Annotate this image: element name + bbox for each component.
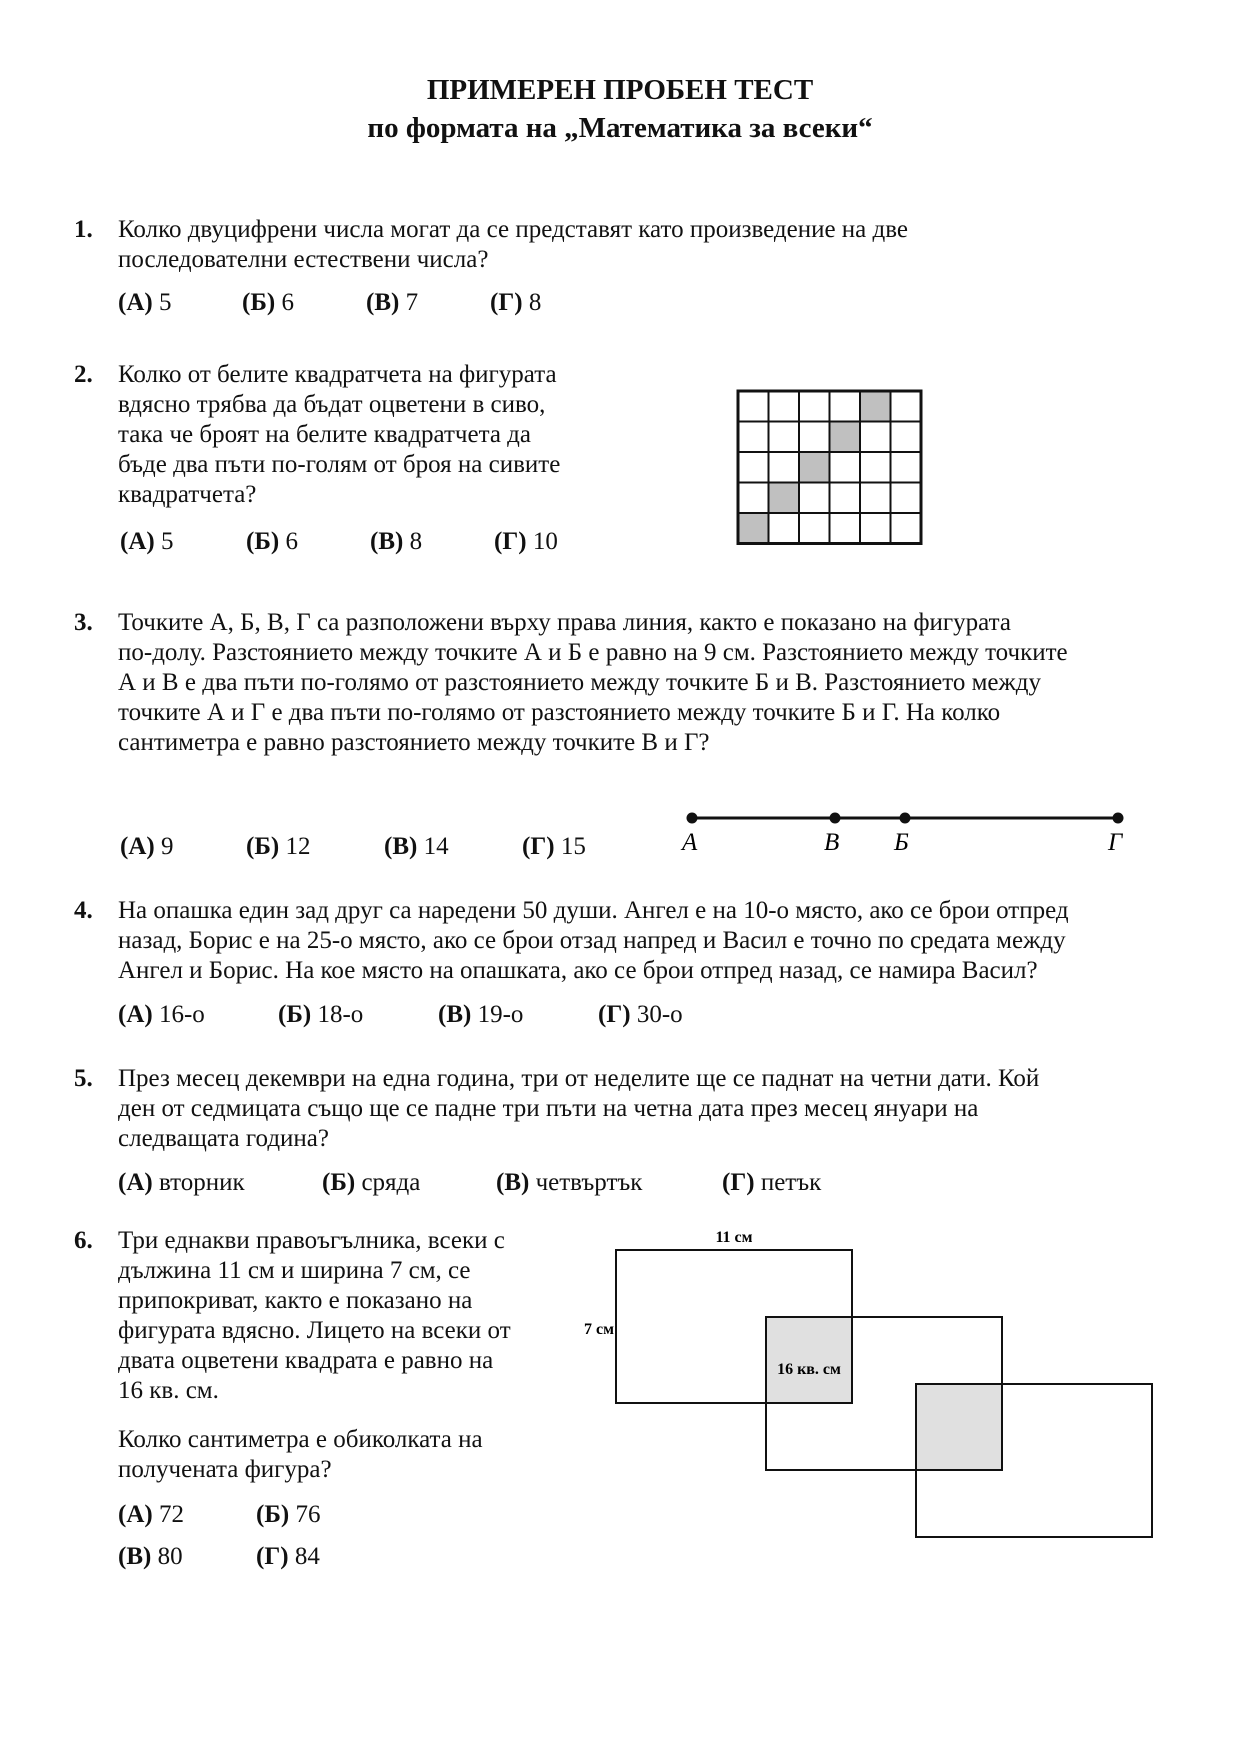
question-1-text: [118, 215, 908, 275]
answer-label: (А): [118, 1501, 153, 1528]
question-5-answer-b[interactable]: [322, 1168, 420, 1198]
question-2-line: Колко от белите квадратчета на фигурата: [118, 361, 557, 388]
answer-label: (Б): [256, 1501, 290, 1528]
grid-cell: [830, 391, 861, 422]
point-v-label: В: [824, 829, 840, 856]
grid-cell: [891, 513, 922, 544]
answer-value: 8: [409, 528, 423, 555]
question-5-answer-c[interactable]: [496, 1168, 642, 1198]
width-label: 7 см: [584, 1321, 614, 1338]
square-grid-figure: [736, 389, 926, 545]
question-1-line: последователни естествени числа?: [118, 246, 489, 273]
question-2-text: [118, 360, 560, 510]
question-3-answer-b[interactable]: [246, 832, 310, 862]
answer-value: 72: [158, 1501, 184, 1528]
grid-cell: [891, 391, 922, 422]
answer-label: (Г): [522, 833, 555, 860]
question-6-answer-d[interactable]: [256, 1542, 320, 1572]
question-2-line: бъде два пъти по-голям от броя на сивите: [118, 451, 561, 478]
question-4-number: 4.: [74, 897, 93, 924]
grid-cell: [830, 513, 861, 544]
grid-cell: [891, 422, 922, 453]
question-1-answer-a[interactable]: [118, 288, 171, 318]
question-3-line: Точките А, Б, В, Г са разположени върху права линия, както е показано на фигурата: [118, 609, 1011, 636]
question-6-prompt-line: получената фигура?: [118, 1456, 332, 1483]
question-4-line: назад, Борис е на 25-о място, ако се брои отзад напред и Васил е точно по средата между: [118, 927, 1066, 954]
answer-value: 8: [528, 289, 542, 316]
question-4-answer-b[interactable]: [278, 1000, 363, 1030]
question-6-line: припокриват, както е показано на: [118, 1287, 473, 1314]
grid-cell: [860, 422, 891, 453]
question-6-prompt-line: Колко сантиметра е обиколката на: [118, 1426, 483, 1453]
question-6-answer-b[interactable]: [256, 1500, 320, 1530]
point-b-label: Б: [894, 829, 909, 856]
question-6-text: [118, 1226, 511, 1406]
question-4-answer-d[interactable]: [598, 1000, 683, 1030]
question-1-answer-d[interactable]: [490, 288, 541, 318]
answer-value: 6: [285, 528, 298, 555]
question-5-number: 5.: [74, 1065, 93, 1092]
question-6-line: Три еднакви правоъгълника, всеки с: [118, 1227, 505, 1254]
answer-value: вторник: [158, 1169, 245, 1196]
question-6-line: фигурата вдясно. Лицето на всеки от: [118, 1317, 511, 1344]
grid-cell-shaded: [769, 483, 800, 514]
answer-value: 15: [560, 833, 586, 860]
grid-cell-shaded: [860, 391, 891, 422]
grid-cell: [738, 391, 769, 422]
grid-cell-shaded: [799, 452, 830, 483]
question-5-line: ден от седмицата също ще се падне три пъти на четна дата през месец януари на: [118, 1095, 979, 1122]
grid-cell: [860, 513, 891, 544]
answer-label: (Г): [722, 1169, 755, 1196]
answer-value: четвъртък: [535, 1169, 643, 1196]
answer-label: (Г): [490, 289, 523, 316]
grid-cell: [799, 391, 830, 422]
grid-cell: [830, 483, 861, 514]
question-2-answer-a[interactable]: [120, 527, 173, 557]
question-4-answer-a[interactable]: [118, 1000, 205, 1030]
answer-value: 18-о: [317, 1001, 364, 1028]
answer-label: (В): [384, 833, 418, 860]
answer-label: (Г): [598, 1001, 631, 1028]
question-1-number: 1.: [74, 216, 93, 243]
question-5-text: [118, 1064, 1039, 1154]
answer-label: (Б): [246, 833, 280, 860]
grid-cell: [799, 513, 830, 544]
answer-label: (А): [118, 1169, 153, 1196]
question-6-line: двата оцветени квадрата е равно на: [118, 1347, 494, 1374]
overlapping-rectangles-figure: [570, 1225, 1170, 1545]
question-2-line: така че броят на белите квадратчета да: [118, 421, 531, 448]
grid-cell: [799, 483, 830, 514]
length-label: 11 см: [715, 1229, 753, 1246]
question-3-answer-a[interactable]: [120, 832, 173, 862]
question-5-answer-d[interactable]: [722, 1168, 821, 1198]
answer-value: 6: [281, 289, 294, 316]
answer-label: (Б): [242, 289, 276, 316]
answer-label: (Б): [278, 1001, 312, 1028]
question-5-line: следващата година?: [118, 1125, 329, 1152]
question-3-line: точките А и Г е два пъти по-голямо от разстоянието между точките Б и Г. На колко: [118, 699, 1001, 726]
grid-cell: [769, 391, 800, 422]
question-2-line: квадратчета?: [118, 481, 257, 508]
question-3-number: 3.: [74, 609, 93, 636]
answer-value: 76: [295, 1501, 321, 1528]
answer-value: 19-о: [477, 1001, 524, 1028]
question-5-answer-a[interactable]: [118, 1168, 245, 1198]
question-2-line: вдясно трябва да бъдат оцветени в сиво,: [118, 391, 546, 418]
question-4-text: [118, 896, 1069, 986]
shaded-square-1: [766, 1317, 852, 1403]
question-4-line: Ангел и Борис. На кое място на опашката, ако се брои отпред назад, се намира Васил?: [118, 957, 1038, 984]
answer-value: петък: [760, 1169, 822, 1196]
answer-value: 16-о: [158, 1001, 205, 1028]
question-6-answer-a[interactable]: [118, 1500, 184, 1530]
answer-label: (В): [438, 1001, 472, 1028]
answer-value: 9: [160, 833, 174, 860]
answer-value: 14: [423, 833, 449, 860]
question-3-answer-c[interactable]: [384, 832, 449, 862]
question-1-line: Колко двуцифрени числа могат да се представят като произведение на две: [118, 216, 908, 243]
answer-label: (В): [118, 1543, 152, 1570]
answer-label: (В): [496, 1169, 530, 1196]
grid-cell: [799, 422, 830, 453]
grid-cell: [860, 452, 891, 483]
grid-cell: [738, 452, 769, 483]
answer-value: 12: [285, 833, 311, 860]
answer-value: 7: [405, 289, 419, 316]
answer-label: (Б): [322, 1169, 356, 1196]
title-line-2: по формата на „Математика за всеки“: [367, 112, 873, 144]
question-6-prompt: [118, 1425, 483, 1485]
title-line-1: ПРИМЕРЕН ПРОБЕН ТЕСТ: [426, 74, 814, 106]
grid-cell: [769, 513, 800, 544]
grid-cell-shaded: [738, 513, 769, 544]
grid-cell: [891, 483, 922, 514]
grid-cell: [769, 422, 800, 453]
answer-value: 80: [157, 1543, 183, 1570]
question-3-line: по-долу. Разстоянието между точките А и Б е равно на 9 см. Разстоянието между точките: [118, 639, 1068, 666]
answer-label: (А): [118, 289, 153, 316]
point-v-dot: [830, 813, 841, 824]
question-3-line: сантиметра е равно разстоянието между точките В и Г?: [118, 729, 710, 756]
point-a-label: А: [682, 829, 698, 856]
question-2-answer-c[interactable]: [370, 527, 422, 557]
answer-value: 10: [532, 528, 558, 555]
answer-value: 30-о: [636, 1001, 683, 1028]
number-line-figure: [672, 800, 1132, 860]
question-5-line: През месец декември на една година, три от неделите ще се паднат на четни дати. Кой: [118, 1065, 1040, 1092]
answer-label: (Б): [246, 528, 280, 555]
shaded-square-2: [916, 1384, 1002, 1470]
question-4-line: На опашка един зад друг са наредени 50 души. Ангел е на 10-о място, ако се брои отпред: [118, 897, 1069, 924]
answer-label: (А): [118, 1001, 153, 1028]
area-label: 16 кв. см: [777, 1361, 841, 1378]
point-g-label: Г: [1108, 829, 1123, 856]
question-6-line: 16 кв. см.: [118, 1377, 219, 1404]
grid-cell: [769, 452, 800, 483]
grid-cell: [830, 452, 861, 483]
point-a-dot: [687, 813, 698, 824]
answer-label: (В): [366, 289, 400, 316]
question-2-number: 2.: [74, 361, 93, 388]
question-1-answer-b[interactable]: [242, 288, 294, 318]
grid-cell: [891, 452, 922, 483]
grid-cell: [738, 422, 769, 453]
question-4-answer-c[interactable]: [438, 1000, 523, 1030]
question-6-answer-c[interactable]: [118, 1542, 183, 1572]
answer-value: 5: [160, 528, 174, 555]
question-3-line: А и В е два пъти по-голямо от разстоянието между точките Б и В. Разстоянието между: [118, 669, 1041, 696]
answer-value: 84: [294, 1543, 320, 1570]
question-3-answer-d[interactable]: [522, 832, 586, 862]
question-2-answer-d[interactable]: [494, 527, 558, 557]
answer-label: (Г): [256, 1543, 289, 1570]
question-2-answer-b[interactable]: [246, 527, 298, 557]
grid-cell-shaded: [830, 422, 861, 453]
question-6-line: дължина 11 см и ширина 7 см, се: [118, 1257, 471, 1284]
answer-value: 5: [158, 289, 172, 316]
answer-label: (А): [120, 528, 155, 555]
answer-value: сряда: [361, 1169, 421, 1196]
question-1-answer-c[interactable]: [366, 288, 418, 318]
question-3-text: [118, 608, 1068, 758]
answer-label: (В): [370, 528, 404, 555]
grid-cell: [860, 483, 891, 514]
grid-cell: [738, 483, 769, 514]
answer-label: (Г): [494, 528, 527, 555]
point-b-dot: [900, 813, 911, 824]
question-6-number: 6.: [74, 1227, 93, 1254]
point-g-dot: [1113, 813, 1124, 824]
answer-label: (А): [120, 833, 155, 860]
